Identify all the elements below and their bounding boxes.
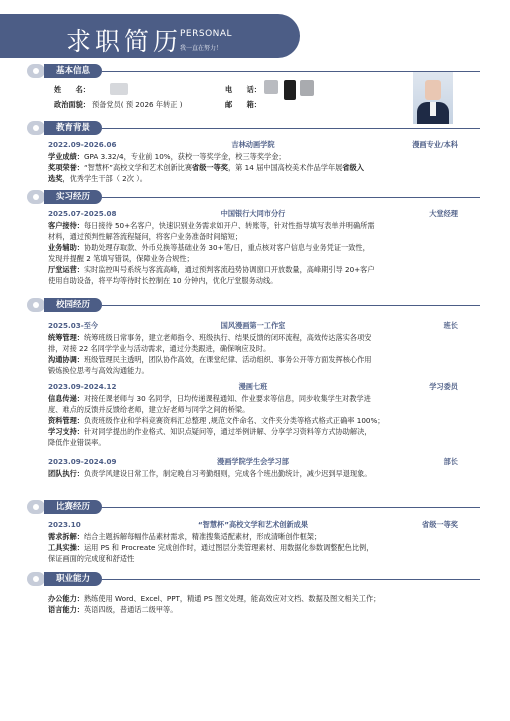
section-divider [102,579,480,580]
section-cap-icon [27,64,45,78]
internship-entry: 2025.07-2025.08 中国银行大同市分行 大堂经理 [48,209,458,218]
name-label: 姓 名： [54,85,90,94]
section-divider [102,197,480,198]
internship-details: 客户接待：每日接待 50+名客户，快速识别业务需求如开户、转账等，针对性指导填写表单并明确所需 材料，通过预判性解答流程疑问，将客户业务准备时间缩短； 业务辅助：协助处理存取款、外币兑换等基础业务 30+笔/日，重点核对客户信息与业务凭证一致性， 发现并提醒 2 笔填写错误，保障业务合规性； 厅堂运营：实时监控叫号系统与客流高峰，通过预判客流趋势协调窗口开放数量，高峰期引导 20+客户 使用自助设备，将平均等待时长控制在 10 分钟内，优化厅堂服务动线。 [48,221,375,285]
section-title: 实习经历 [44,190,102,204]
skills-details: 办公能力：熟练使用 Word、Excel、PPT，精通 PS 图文处理，能高效应对文档、数据及图文相关工作； 语言能力：英语四级，普通话二级甲等。 [48,594,381,614]
section-title: 比赛经历 [44,500,102,514]
section-campus [0,298,510,312]
entry-role: 漫画专业/本科 [412,140,458,149]
politics-value: 预备党员( 预 2026 年转正 ) [92,100,183,109]
phone-label: 电 话： [225,85,261,94]
resume-subtitle-en: PERSONAL [180,29,233,39]
section-divider [102,305,480,306]
profile-photo [413,72,453,124]
section-title: 职业能力 [44,572,102,586]
section-cap-icon [27,298,45,312]
section-title: 教育背景 [44,121,102,135]
resume-motto: 我一直在努力！ [180,45,223,52]
entry-period: 2022.09-2026.06 [48,140,117,149]
section-internship [0,190,510,204]
section-title: 基本信息 [44,64,102,78]
section-cap-icon [27,121,45,135]
campus-entry-1-details: 统筹管理：统筹班级日常事务，建立老师指令、班级执行、结果反馈的闭环流程，高效传达落实各项安 排，对接 22 名同学学业与活动需求，通过分类跟进，确保响应及时。 沟通协调：班级管理民主透明，团队协作高效，在课堂纪律、活动组织、事务公开等方面发挥核心作用 锻炼换位思考与高效沟通能力。 [48,333,372,375]
resume-title: 求职简历 [66,27,183,56]
name-redacted [110,83,128,95]
section-skills [0,572,510,586]
contest-entry: 2023.10 “智慧杯”高校文学和艺术创新成果 省级一等奖 [48,520,458,529]
campus-entry-3: 2023.09-2024.09 漫画学院学生会学习部 部长 [48,457,458,466]
section-title: 校园经历 [44,298,102,312]
section-divider [102,128,480,129]
section-cap-icon [27,190,45,204]
section-education [0,121,510,135]
section-contest [0,500,510,514]
contest-details: 需求拆解：结合主题拆解每幅作品素材需求，精准搜集适配素材，形成清晰创作框架； 工具实操：运用 PS 和 Procreate 完成创作时，通过图层分类管理素材、用数据化参数调整配色比例， 保证画面的完成度和舒适性 [48,532,374,563]
section-divider [102,507,480,508]
campus-entry-2: 2023.09-2024.12 漫画七班 学习委员 [48,382,458,391]
education-entry [48,139,458,150]
politics-label: 政治面貌： [54,100,90,109]
section-cap-icon [27,572,45,586]
entry-org: 吉林动画学院 [231,140,275,149]
contact-redacted [284,80,296,100]
email-label: 邮 箱： [225,100,261,109]
email-redacted [300,80,314,96]
campus-entry-1: 2025.03-至今 国风漫画第一工作室 班长 [48,321,458,330]
campus-entry-2-details: 信息传递：对接任课老师与 30 名同学，日均传递课程通知、作业要求等信息，同步收集学生对教学进 度、难点的反馈并反馈给老师，建立好老师与同学之间的桥梁。 资料管理：负责班级作业和学科竞赛资料汇总整理 ,规范文件命名、文件夹分类等格式格式正确率 100%； 学习支持：针对同学提出的作业格式、知识点疑问等，通过举例讲解、分享学习资料等方式协助解决， 降低作业错误率。 [48,394,385,447]
section-cap-icon [27,500,45,514]
education-details: 学业成绩：GPA 3.32/4，专业前 10%，获校一等奖学金，校三等奖学金； 奖项荣誉：“智慧杯”高校文学和艺术创新比赛省级一等奖，第 14 届中国高校美术作品学年展省级入 选奖，优秀学生干部（ 2次 ）。 [48,152,364,183]
phone-redacted [264,80,278,94]
campus-entry-3-details: 团队执行：负责学风建设日常工作，制定晚自习考勤细则，完成各个班出勤统计，减少迟到早退现象。 [48,469,372,478]
